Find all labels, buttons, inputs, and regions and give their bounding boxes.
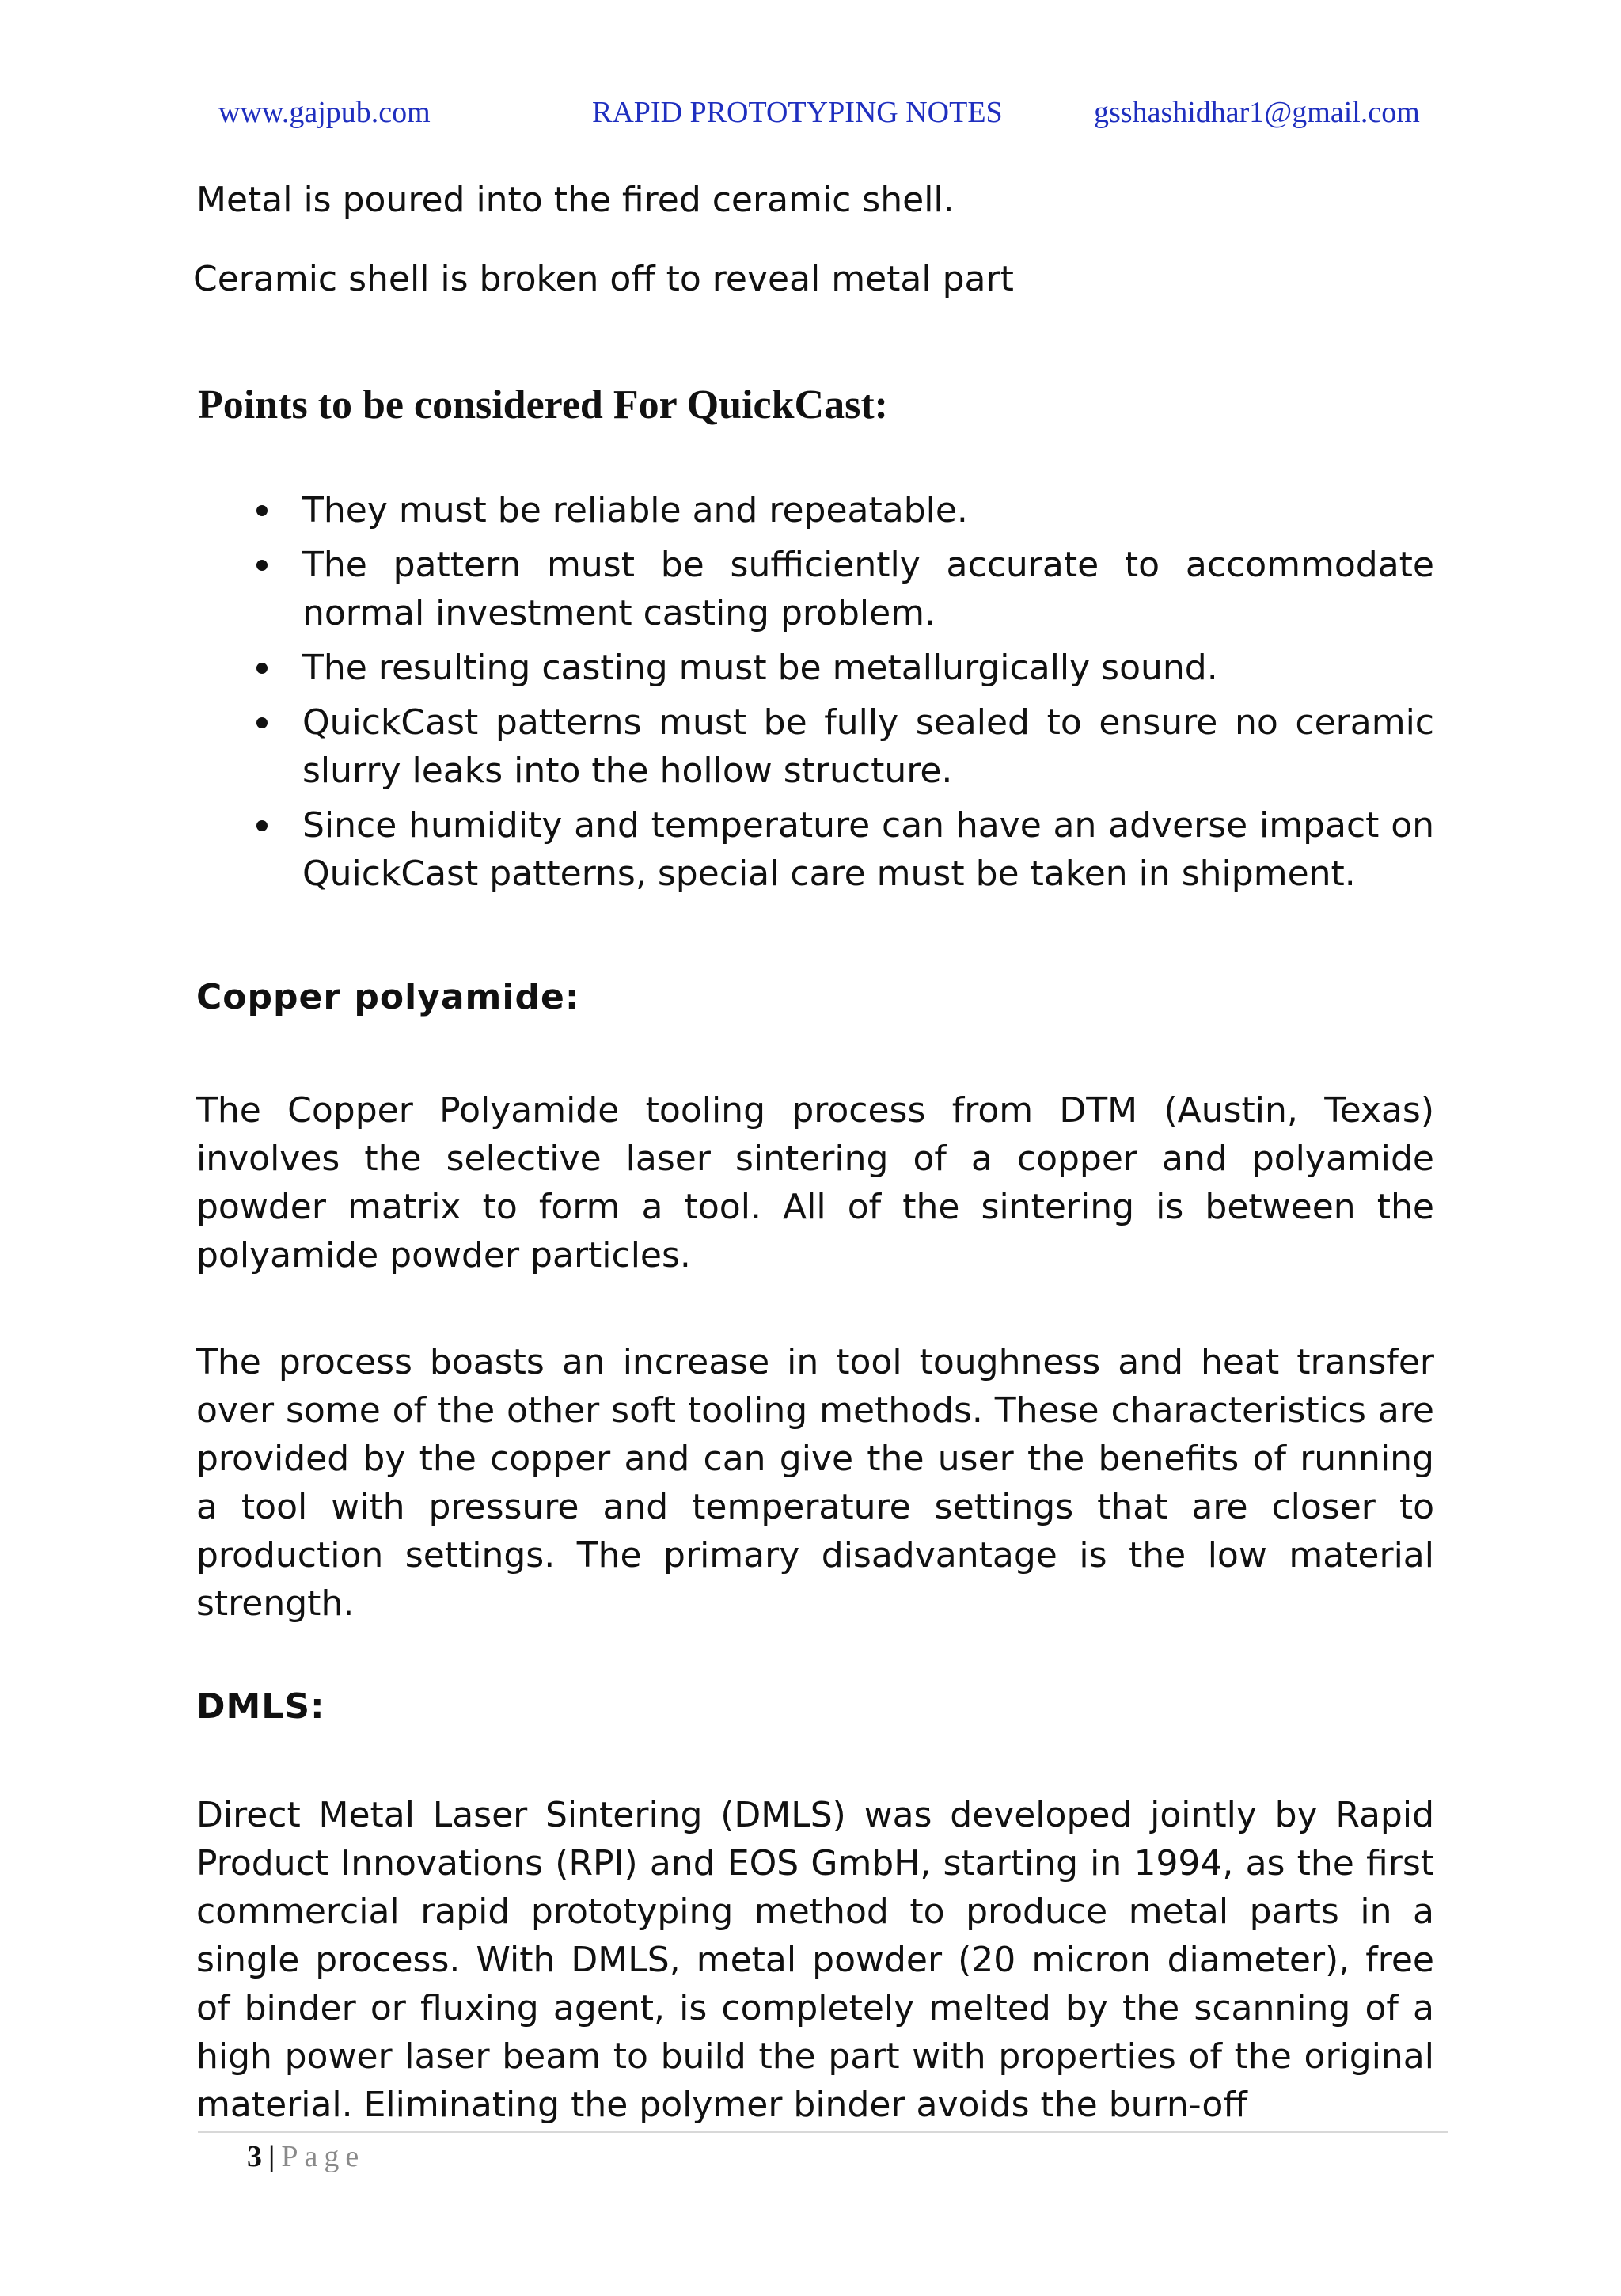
- quickcast-heading: Points to be considered For QuickCast:: [198, 382, 888, 428]
- footer-divider: [198, 2131, 1448, 2133]
- list-item-text: Since humidity and temperature can have an adverse impact on QuickCast patterns, special care must be taken in shipment.: [302, 805, 1434, 894]
- copper-paragraph-2: The process boasts an increase in tool toughness and heat transfer over some of the other soft tooling methods. These characteristics are provided by the copper and can give the user the benefits of running a tool with pressure and temperature settings that are closer to production settings. The primary disadvantage is the low material strength.: [196, 1342, 1434, 1624]
- list-item-text: They must be reliable and repeatable.: [302, 490, 968, 530]
- page-label: Page: [281, 2140, 366, 2173]
- list-item: [253, 698, 1434, 795]
- dmls-heading: DMLS:: [196, 1686, 325, 1727]
- list-item: [253, 486, 1434, 534]
- dmls-paragraph-1: Direct Metal Laser Sintering (DMLS) was developed jointly by Rapid Product Innovations (RPI) and EOS GmbH, starting in 1994, as the first commercial rapid prototyping method to produce metal parts in a single process. With DMLS, metal powder (20 micron diameter), free of binder or fluxing agent, is completely melted by the scanning of a high power laser beam to build the part with properties of the original material. Eliminating the polymer binder avoids the burn-off: [196, 1795, 1434, 2125]
- list-item-text: The resulting casting must be metallurgically sound.: [302, 648, 1218, 688]
- header-email: gsshashidhar1@gmail.com: [1094, 96, 1420, 129]
- header-site: www.gajpub.com: [218, 96, 431, 129]
- copper-polyamide-heading: Copper polyamide:: [196, 977, 580, 1017]
- bullet-icon: [256, 820, 268, 831]
- list-item: [253, 801, 1434, 898]
- list-item: [253, 541, 1434, 637]
- list-item-text: The pattern must be sufficiently accurate to accommodate normal investment casting problem.: [302, 545, 1434, 633]
- page-number: 3: [247, 2140, 262, 2173]
- list-item: [253, 644, 1434, 692]
- quickcast-points-list: [253, 486, 1434, 904]
- list-item-text: QuickCast patterns must be fully sealed to ensure no ceramic slurry leaks into the hollow structure.: [302, 702, 1434, 791]
- bullet-icon: [256, 717, 268, 728]
- bullet-icon: [256, 505, 268, 516]
- page-header: [214, 95, 1448, 139]
- copper-paragraph-1: The Copper Polyamide tooling process from DTM (Austin, Texas) involves the selective laser sintering of a copper and polyamide powder matrix to form a tool. All of the sintering is between the polyamide powder particles.: [196, 1090, 1434, 1275]
- bullet-icon: [256, 560, 268, 571]
- intro-line-2: Ceramic shell is broken off to reveal metal part: [193, 259, 1014, 299]
- footer-separator: |: [268, 2140, 275, 2173]
- header-title: RAPID PROTOTYPING NOTES: [592, 96, 1003, 129]
- bullet-icon: [256, 663, 268, 674]
- intro-line-1: Metal is poured into the fired ceramic shell.: [196, 180, 955, 220]
- page-footer: [247, 2139, 365, 2174]
